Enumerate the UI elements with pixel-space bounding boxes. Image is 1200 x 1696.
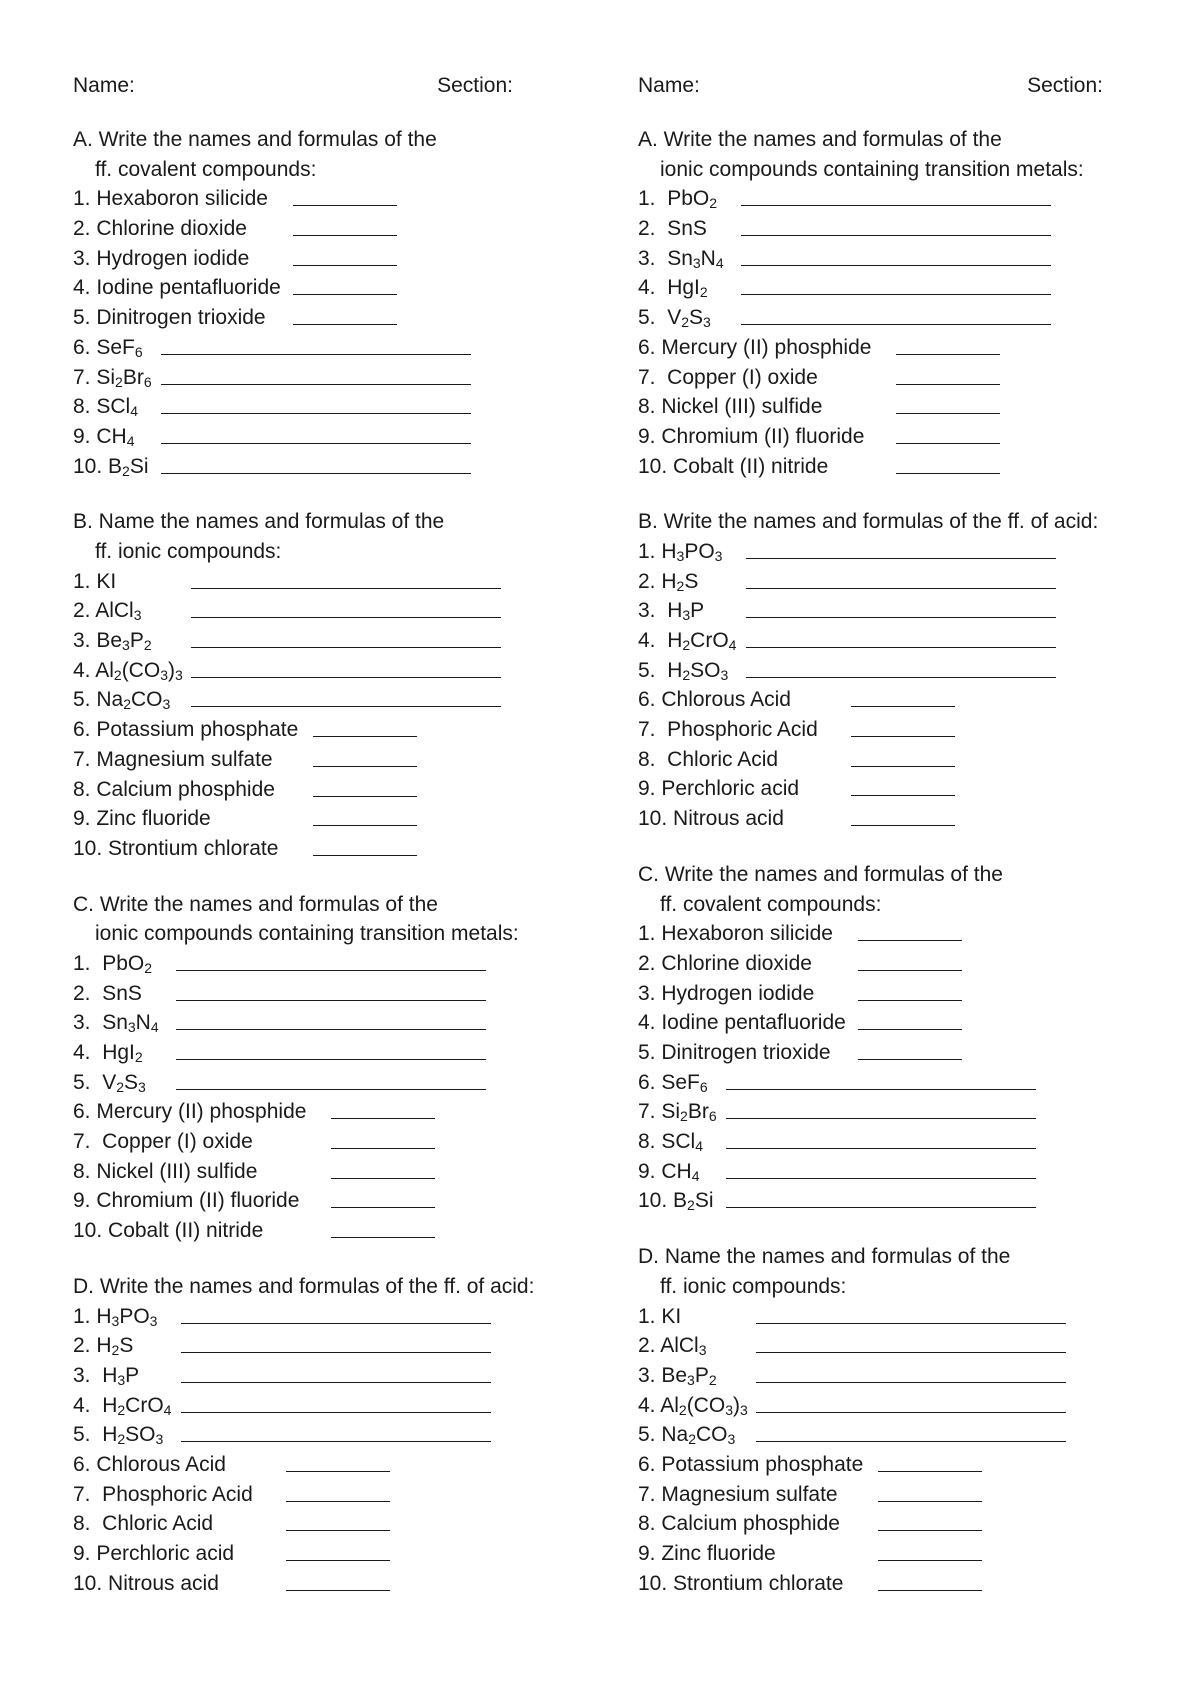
section-title-line: D. Write the names and formulas of the ff. of acid: [73, 1274, 535, 1298]
question-item [638, 919, 1158, 949]
section-title-line: A. Write the names and formulas of the [638, 128, 1002, 151]
question-text: 9. Perchloric acid [73, 1542, 235, 1566]
question-item [73, 1420, 593, 1450]
answer-blank[interactable] [741, 214, 1051, 236]
answer-blank[interactable] [293, 273, 397, 295]
question-text: 9. $CH_4$ [638, 1159, 700, 1184]
answer-blank[interactable] [161, 392, 471, 414]
question-item [638, 1480, 1158, 1510]
question-item [638, 1509, 1158, 1539]
section-title-line: ionic compounds containing transition metals: [95, 922, 519, 946]
question-text: 1. KI [638, 1304, 682, 1328]
question-text: 1. PbO$_2$ [73, 951, 153, 976]
section-a [638, 125, 1158, 481]
answer-blank[interactable] [896, 363, 1000, 385]
answer-blank[interactable] [286, 1450, 390, 1472]
question-text: 3. Hydrogen iodide [638, 981, 815, 1005]
question-item [73, 1008, 593, 1038]
question-text: 8. Chloric Acid [73, 1512, 214, 1536]
answer-blank[interactable] [726, 1068, 1036, 1090]
answer-blank[interactable] [726, 1186, 1036, 1208]
question-text: 4. $Al_2(CO_3)_3$ [73, 658, 183, 683]
question-item [73, 804, 593, 834]
question-text: 3. $Be_3P_2$ [638, 1363, 717, 1388]
answer-blank[interactable] [313, 745, 417, 767]
question-text: 6. Mercury (II) phosphide [73, 1100, 307, 1124]
section-d [73, 1272, 593, 1599]
question-item [73, 1216, 593, 1246]
question-text: 6. SeF$_6$ [73, 335, 143, 360]
section-title [638, 1242, 1158, 1301]
section-title-line: ff. covalent compounds: [95, 157, 317, 181]
question-text: 9. $CH_4$ [73, 424, 135, 449]
section-title-line: ff. covalent compounds: [660, 892, 882, 916]
question-item [73, 1569, 593, 1599]
answer-blank[interactable] [858, 979, 962, 1001]
answer-blank[interactable] [176, 1038, 486, 1060]
question-item [638, 745, 1158, 775]
question-text: 7. $Si_2Br_6$ [638, 1100, 717, 1125]
question-item [73, 567, 593, 597]
section-b [73, 507, 593, 863]
question-item [638, 1068, 1158, 1098]
question-item [73, 1361, 593, 1391]
question-item [638, 537, 1158, 567]
question-item [73, 656, 593, 686]
section-b [638, 507, 1158, 834]
answer-blank[interactable] [746, 626, 1056, 648]
section-c [638, 860, 1158, 1216]
question-text: 7. $Si_2Br_6$ [73, 365, 152, 390]
answer-blank[interactable] [756, 1391, 1066, 1413]
name-label: Name: [638, 74, 700, 97]
question-text: 8. Calcium phosphide [638, 1512, 840, 1536]
question-item [638, 363, 1158, 393]
question-item [638, 1097, 1158, 1127]
question-text: 7. Phosphoric Acid [73, 1482, 253, 1506]
question-text: 10. Nitrous acid [73, 1571, 219, 1595]
answer-blank[interactable] [741, 244, 1051, 266]
answer-blank[interactable] [293, 303, 397, 325]
question-item [638, 392, 1158, 422]
question-text: 6. Chlorous Acid [73, 1452, 226, 1476]
header [73, 70, 593, 102]
section-title-line: B. Write the names and formulas of the ff. of acid: [638, 510, 1099, 534]
question-item [638, 949, 1158, 979]
question-text: 3. $Sn_3N_4$ [638, 246, 724, 271]
question-text: 2. $H_2S$ [73, 1334, 134, 1359]
question-item [638, 1361, 1158, 1391]
answer-blank[interactable] [858, 1038, 962, 1060]
question-text: 3. Hydrogen iodide [73, 246, 250, 270]
question-text: 6. Potassium phosphate [638, 1452, 864, 1476]
question-item [638, 1157, 1158, 1187]
question-item [638, 1302, 1158, 1332]
question-text: 7. Phosphoric Acid [638, 718, 818, 742]
answer-blank[interactable] [331, 1216, 435, 1238]
answer-blank[interactable] [851, 685, 955, 707]
answer-blank[interactable] [286, 1569, 390, 1591]
question-text: 10. Strontium chlorate [73, 836, 279, 860]
answer-blank[interactable] [181, 1361, 491, 1383]
answer-blank[interactable] [331, 1097, 435, 1119]
answer-blank[interactable] [741, 303, 1051, 325]
answer-blank[interactable] [176, 949, 486, 971]
question-item [638, 1008, 1158, 1038]
question-item [638, 244, 1158, 274]
question-text: 6. Chlorous Acid [638, 688, 791, 712]
question-text: 2. SnS [73, 981, 142, 1005]
question-text: 5. Dinitrogen trioxide [638, 1041, 831, 1065]
question-item [73, 1509, 593, 1539]
answer-blank[interactable] [756, 1331, 1066, 1353]
answer-blank[interactable] [176, 1068, 486, 1090]
question-item [73, 834, 593, 864]
question-text: 8. Calcium phosphide [73, 777, 275, 801]
section-title [73, 507, 593, 566]
answer-blank[interactable] [181, 1420, 491, 1442]
question-text: 1. Hexaboron silicide [638, 922, 833, 946]
section-title [73, 125, 593, 184]
question-item [638, 1186, 1158, 1216]
answer-blank[interactable] [313, 715, 417, 737]
question-item [73, 949, 593, 979]
answer-blank[interactable] [293, 244, 397, 266]
question-item [638, 1391, 1158, 1421]
question-item [73, 303, 593, 333]
question-item [638, 567, 1158, 597]
question-item [73, 1068, 593, 1098]
question-text: 4. $Al_2(CO_3)_3$ [638, 1393, 748, 1418]
question-item [638, 1450, 1158, 1480]
question-text: 2. AlCl$_3$ [73, 599, 142, 624]
question-text: 4. Iodine pentafluoride [638, 1011, 846, 1035]
question-text: 3. $H_3P$ [638, 599, 705, 624]
answer-blank[interactable] [896, 333, 1000, 355]
answer-blank[interactable] [878, 1480, 982, 1502]
question-item [638, 1127, 1158, 1157]
section-title [73, 890, 593, 949]
question-item [73, 1038, 593, 1068]
answer-blank[interactable] [181, 1331, 491, 1353]
question-text: 7. Magnesium sulfate [73, 747, 273, 771]
question-text: 10. Cobalt (II) nitride [638, 454, 829, 478]
answer-blank[interactable] [161, 333, 471, 355]
question-item [73, 1157, 593, 1187]
answer-blank[interactable] [878, 1509, 982, 1531]
question-item [638, 804, 1158, 834]
section-title-line: D. Name the names and formulas of the [638, 1245, 1011, 1269]
answer-blank[interactable] [726, 1097, 1036, 1119]
answer-blank[interactable] [896, 452, 1000, 474]
answer-blank[interactable] [191, 626, 501, 648]
question-item [73, 273, 593, 303]
question-text: 9. Zinc fluoride [638, 1542, 776, 1566]
answer-blank[interactable] [331, 1127, 435, 1149]
question-item [73, 244, 593, 274]
section-title [638, 125, 1158, 184]
answer-blank[interactable] [726, 1157, 1036, 1179]
question-text: 8. Nickel (III) sulfide [638, 395, 823, 419]
answer-blank[interactable] [331, 1157, 435, 1179]
answer-blank[interactable] [756, 1361, 1066, 1383]
question-item [638, 1569, 1158, 1599]
question-text: 6. SeF$_6$ [638, 1070, 708, 1095]
answer-blank[interactable] [851, 745, 955, 767]
answer-blank[interactable] [286, 1509, 390, 1531]
question-text: 10. $B_2Si$ [73, 454, 149, 479]
question-item [73, 184, 593, 214]
question-item [73, 745, 593, 775]
section-a [73, 125, 593, 481]
question-text: 9. Chromium (II) fluoride [638, 424, 865, 448]
answer-blank[interactable] [741, 184, 1051, 206]
question-item [73, 979, 593, 1009]
question-text: 1. PbO$_2$ [638, 187, 718, 212]
question-text: 10. Strontium chlorate [638, 1571, 844, 1595]
question-text: 8. SCl$_4$ [73, 395, 138, 420]
question-text: 5. $V_2S_3$ [73, 1070, 146, 1095]
question-text: 7. Magnesium sulfate [638, 1482, 838, 1506]
question-text: 9. Zinc fluoride [73, 807, 211, 831]
question-item [638, 452, 1158, 482]
question-item [73, 1450, 593, 1480]
question-item [638, 596, 1158, 626]
answer-blank[interactable] [896, 422, 1000, 444]
answer-blank[interactable] [191, 656, 501, 678]
question-item [638, 774, 1158, 804]
answer-blank[interactable] [851, 804, 955, 826]
question-item [638, 1420, 1158, 1450]
question-text: 1. $H_3PO_3$ [73, 1304, 158, 1329]
answer-blank[interactable] [851, 715, 955, 737]
answer-blank[interactable] [331, 1186, 435, 1208]
answer-blank[interactable] [313, 834, 417, 856]
question-text: 5. $H_2SO_3$ [638, 658, 729, 683]
question-text: 6. Potassium phosphate [73, 718, 299, 742]
question-text: 5. $H_2SO_3$ [73, 1423, 164, 1448]
answer-blank[interactable] [878, 1569, 982, 1591]
question-item [73, 626, 593, 656]
question-text: 4. $H_2CrO_4$ [73, 1393, 172, 1418]
answer-blank[interactable] [161, 422, 471, 444]
question-text: 1. $H_3PO_3$ [638, 539, 723, 564]
answer-blank[interactable] [293, 184, 397, 206]
question-item [638, 715, 1158, 745]
question-item [638, 1331, 1158, 1361]
question-item [638, 333, 1158, 363]
question-text: 4. HgI$_2$ [638, 276, 708, 301]
name-label: Name: [73, 74, 135, 97]
question-text: 4. $H_2CrO_4$ [638, 629, 737, 654]
question-item [638, 303, 1158, 333]
question-item [73, 363, 593, 393]
question-text: 5. Dinitrogen trioxide [73, 306, 266, 330]
question-item [638, 214, 1158, 244]
answer-blank[interactable] [858, 1008, 962, 1030]
answer-blank[interactable] [176, 979, 486, 1001]
question-text: 4. HgI$_2$ [73, 1041, 143, 1066]
section-title [638, 860, 1158, 919]
question-text: 3. $Sn_3N_4$ [73, 1011, 159, 1036]
section-label: Section: [437, 74, 513, 97]
answer-blank[interactable] [896, 392, 1000, 414]
answer-blank[interactable] [746, 596, 1056, 618]
section-title-line: C. Write the names and formulas of the [638, 862, 1003, 886]
section-title-line: ff. ionic compounds: [95, 539, 282, 563]
question-item [638, 626, 1158, 656]
question-item [73, 596, 593, 626]
question-text: 2. Chlorine dioxide [73, 217, 247, 241]
question-text: 3. $H_3P$ [73, 1363, 140, 1388]
answer-blank[interactable] [756, 1302, 1066, 1324]
answer-blank[interactable] [313, 775, 417, 797]
section-title [73, 1272, 593, 1302]
question-item [638, 979, 1158, 1009]
question-item [73, 1331, 593, 1361]
question-item [73, 1186, 593, 1216]
answer-blank[interactable] [756, 1420, 1066, 1442]
question-item [73, 1127, 593, 1157]
question-text: 2. $H_2S$ [638, 569, 699, 594]
question-text: 10. $B_2Si$ [638, 1189, 714, 1214]
question-item [73, 214, 593, 244]
question-item [73, 1302, 593, 1332]
answer-blank[interactable] [191, 567, 501, 589]
question-item [73, 1480, 593, 1510]
question-item [73, 685, 593, 715]
left-column [73, 70, 593, 1624]
question-text: 2. AlCl$_3$ [638, 1334, 707, 1359]
answer-blank[interactable] [878, 1539, 982, 1561]
question-text: 6. Mercury (II) phosphide [638, 335, 872, 359]
answer-blank[interactable] [161, 363, 471, 385]
question-text: 9. Chromium (II) fluoride [73, 1189, 300, 1213]
answer-blank[interactable] [293, 214, 397, 236]
question-item [638, 422, 1158, 452]
question-item [73, 775, 593, 805]
answer-blank[interactable] [726, 1127, 1036, 1149]
question-item [73, 422, 593, 452]
answer-blank[interactable] [286, 1539, 390, 1561]
question-text: 8. SCl$_4$ [638, 1130, 703, 1155]
question-text: 8. Nickel (III) sulfide [73, 1159, 258, 1183]
answer-blank[interactable] [851, 774, 955, 796]
answer-blank[interactable] [191, 596, 501, 618]
question-item [638, 656, 1158, 686]
answer-blank[interactable] [181, 1302, 491, 1324]
question-text: 4. Iodine pentafluoride [73, 276, 281, 300]
question-text: 5. $Na_2CO_3$ [73, 688, 171, 713]
question-item [73, 392, 593, 422]
question-item [638, 273, 1158, 303]
question-text: 3. $Be_3P_2$ [73, 629, 152, 654]
question-text: 10. Cobalt (II) nitride [73, 1219, 264, 1243]
question-item [73, 452, 593, 482]
question-text: 5. $Na_2CO_3$ [638, 1423, 736, 1448]
question-item [73, 1391, 593, 1421]
section-label: Section: [1027, 74, 1103, 97]
question-text: 2. Chlorine dioxide [638, 951, 812, 975]
answer-blank[interactable] [858, 919, 962, 941]
answer-blank[interactable] [746, 567, 1056, 589]
answer-blank[interactable] [191, 685, 501, 707]
section-c [73, 890, 593, 1246]
section-d [638, 1242, 1158, 1598]
section-title-line: C. Write the names and formulas of the [73, 892, 438, 916]
section-title [638, 507, 1158, 537]
answer-blank[interactable] [746, 537, 1056, 559]
question-item [73, 1539, 593, 1569]
question-text: 10. Nitrous acid [638, 807, 784, 831]
answer-blank[interactable] [858, 949, 962, 971]
question-item [73, 715, 593, 745]
answer-blank[interactable] [181, 1391, 491, 1413]
header [638, 70, 1158, 102]
question-text: 2. SnS [638, 217, 707, 241]
section-title-line: ionic compounds containing transition metals: [660, 157, 1084, 181]
question-item [73, 333, 593, 363]
section-title-line: ff. ionic compounds: [660, 1274, 847, 1298]
section-title-line: B. Name the names and formulas of the [73, 510, 445, 534]
question-text: 1. Hexaboron silicide [73, 187, 268, 211]
answer-blank[interactable] [286, 1480, 390, 1502]
question-item [638, 1038, 1158, 1068]
answer-blank[interactable] [176, 1008, 486, 1030]
question-item [638, 685, 1158, 715]
answer-blank[interactable] [746, 656, 1056, 678]
section-title-line: A. Write the names and formulas of the [73, 128, 437, 151]
question-item [638, 184, 1158, 214]
answer-blank[interactable] [313, 804, 417, 826]
answer-blank[interactable] [741, 273, 1051, 295]
question-text: 7. Copper (I) oxide [73, 1130, 253, 1154]
question-item [73, 1097, 593, 1127]
question-text: 9. Perchloric acid [638, 777, 800, 801]
question-text: 8. Chloric Acid [638, 747, 779, 771]
question-text: 5. $V_2S_3$ [638, 306, 711, 331]
right-column [638, 70, 1158, 1624]
answer-blank[interactable] [878, 1450, 982, 1472]
answer-blank[interactable] [161, 452, 471, 474]
question-item [638, 1539, 1158, 1569]
question-text: 7. Copper (I) oxide [638, 365, 818, 389]
question-text: 1. KI [73, 569, 117, 593]
